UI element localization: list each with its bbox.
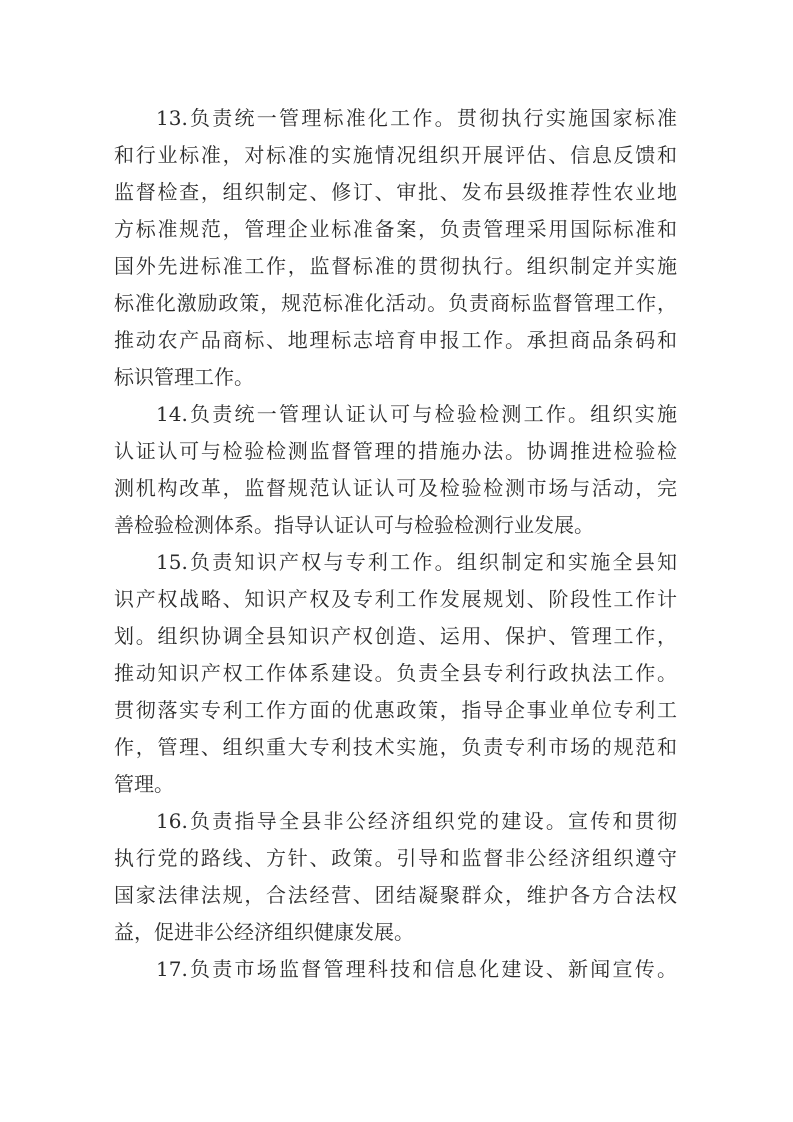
text-line: 贯彻落实专利工作方面的优惠政策，指导企事业单位专利工 bbox=[114, 698, 677, 722]
text-line: 15.负责知识产权与专利工作。组织制定和实施全县知 bbox=[156, 550, 677, 574]
text-line: 方标准规范，管理企业标准备案，负责管理采用国际标准和 bbox=[114, 217, 677, 241]
text-line: 14.负责统一管理认证认可与检验检测工作。组织实施 bbox=[156, 402, 677, 426]
text-line: 划。组织协调全县知识产权创造、运用、保护、管理工作， bbox=[114, 624, 677, 648]
text-line: 善检验检测体系。指导认证认可与检验检测行业发展。 bbox=[114, 513, 594, 537]
text-line: 17.负责市场监督管理科技和信息化建设、新闻宣传。 bbox=[156, 957, 677, 981]
text-line: 益，促进非公经济组织健康发展。 bbox=[114, 920, 414, 944]
text-line: 认证认可与检验检测监督管理的措施办法。协调推进检验检 bbox=[114, 439, 677, 463]
document-text-block bbox=[114, 100, 677, 988]
text-line: 执行党的路线、方针、政策。引导和监督非公经济组织遵守 bbox=[114, 846, 677, 870]
text-line: 推动农产品商标、地理标志培育申报工作。承担商品条码和 bbox=[114, 328, 677, 352]
text-line: 国外先进标准工作，监督标准的贯彻执行。组织制定并实施 bbox=[114, 254, 677, 278]
text-line: 标识管理工作。 bbox=[114, 365, 254, 389]
text-line: 推动知识产权工作体系建设。负责全县专利行政执法工作。 bbox=[114, 661, 677, 685]
text-line: 13.负责统一管理标准化工作。贯彻执行实施国家标准 bbox=[156, 106, 677, 130]
text-line: 国家法律法规，合法经营、团结凝聚群众，维护各方合法权 bbox=[114, 883, 677, 907]
text-line: 作，管理、组织重大专利技术实施，负责专利市场的规范和 bbox=[114, 735, 677, 759]
text-line: 16.负责指导全县非公经济组织党的建设。宣传和贯彻 bbox=[156, 809, 677, 833]
text-line: 识产权战略、知识产权及专利工作发展规划、阶段性工作计 bbox=[114, 587, 677, 611]
text-line: 和行业标准，对标准的实施情况组织开展评估、信息反馈和 bbox=[114, 143, 677, 167]
text-line: 标准化激励政策，规范标准化活动。负责商标监督管理工作， bbox=[114, 291, 677, 315]
text-line: 测机构改革，监督规范认证认可及检验检测市场与活动，完 bbox=[114, 476, 677, 500]
text-line: 管理。 bbox=[114, 772, 174, 796]
text-line: 监督检查，组织制定、修订、审批、发布县级推荐性农业地 bbox=[114, 180, 677, 204]
